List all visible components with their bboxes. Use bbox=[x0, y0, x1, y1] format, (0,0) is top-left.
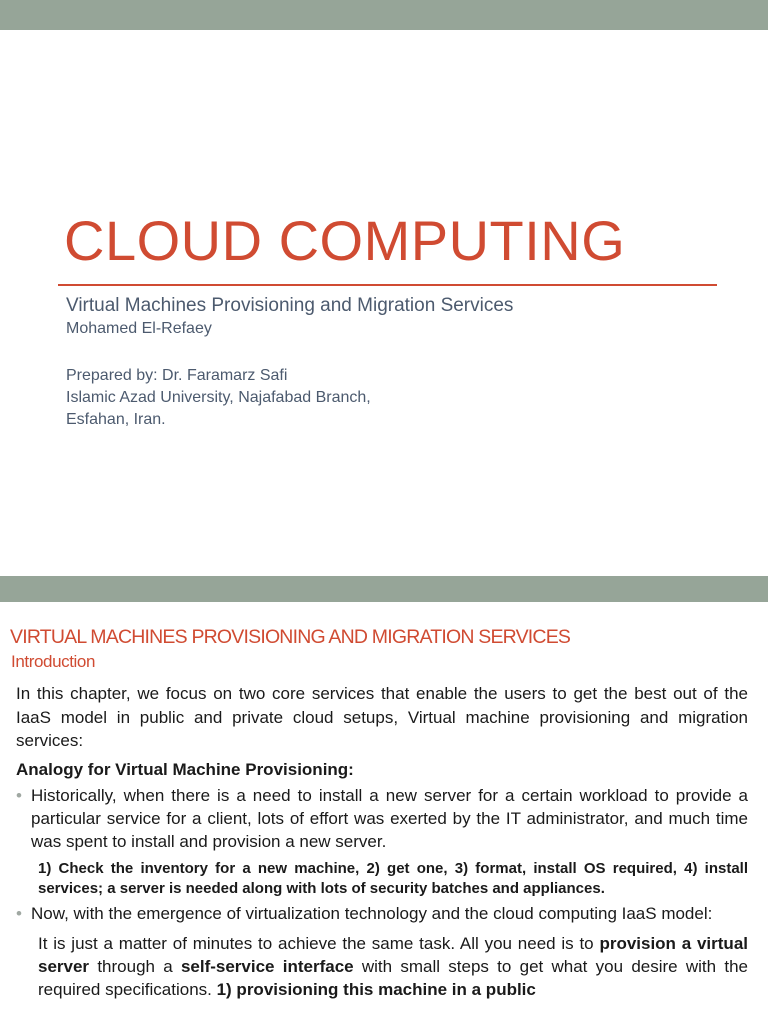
bullet-history bbox=[16, 784, 748, 853]
content-slide bbox=[0, 602, 768, 1024]
detail-text-2: through a bbox=[89, 956, 181, 976]
title-underline bbox=[58, 284, 717, 286]
detail-bold-3: 1) provisioning this machine in a public bbox=[216, 979, 536, 999]
bullet-dot-icon: • bbox=[16, 785, 22, 805]
intro-paragraph: In this chapter, we focus on two core services that enable the users to get the best out of the IaaS model in public and private cloud setups, Virtual machine provisioning and migration services: bbox=[16, 684, 748, 750]
top-band bbox=[0, 0, 768, 30]
prepared-by-line: Prepared by: Dr. Faramarz Safi bbox=[66, 367, 288, 384]
location-line: Esfahan, Iran. bbox=[66, 411, 166, 428]
slide-body bbox=[16, 682, 748, 1001]
steps-paragraph: 1) Check the inventory for a new machine, 2) get one, 3) format, install OS required, 4) install services; a server is needed along with lots of security batches and appliances. bbox=[38, 859, 748, 897]
bullet-history-text: Historically, when there is a need to install a new server for a certain workload to provide a particular service for a client, lots of effort was exerted by the IT administrator, and much time was spent to install and provision a new server. bbox=[31, 785, 748, 851]
section-subheading: Introduction bbox=[11, 652, 96, 671]
author-name: Mohamed El-Refaey bbox=[66, 320, 212, 337]
analogy-heading: Analogy for Virtual Machine Provisioning: bbox=[16, 759, 354, 779]
slide-title: CLOUD COMPUTING bbox=[64, 209, 626, 272]
section-heading: VIRTUAL MACHINES PROVISIONING AND MIGRATION SERVICES bbox=[10, 626, 571, 648]
detail-paragraph bbox=[16, 932, 748, 1001]
detail-bold-1: provision a virtual server bbox=[38, 933, 748, 976]
prepared-by-block bbox=[66, 365, 371, 431]
bullet-now-text: Now, with the emergence of virtualization technology and the cloud computing IaaS model: bbox=[31, 903, 713, 923]
slide-separator-band bbox=[0, 576, 768, 602]
slide-subtitle: Virtual Machines Provisioning and Migration Services bbox=[66, 295, 514, 316]
affiliation-line: Islamic Azad University, Najafabad Branch, bbox=[66, 389, 371, 406]
title-slide bbox=[0, 30, 768, 576]
bullet-now bbox=[16, 902, 748, 925]
detail-text-1: It is just a matter of minutes to achieve the same task. All you need is to bbox=[38, 933, 600, 953]
detail-text-3: with small steps to get what you desire with the required specifications. bbox=[38, 956, 748, 999]
detail-bold-2: self-service interface bbox=[180, 956, 354, 976]
bullet-dot-icon: • bbox=[16, 903, 22, 923]
